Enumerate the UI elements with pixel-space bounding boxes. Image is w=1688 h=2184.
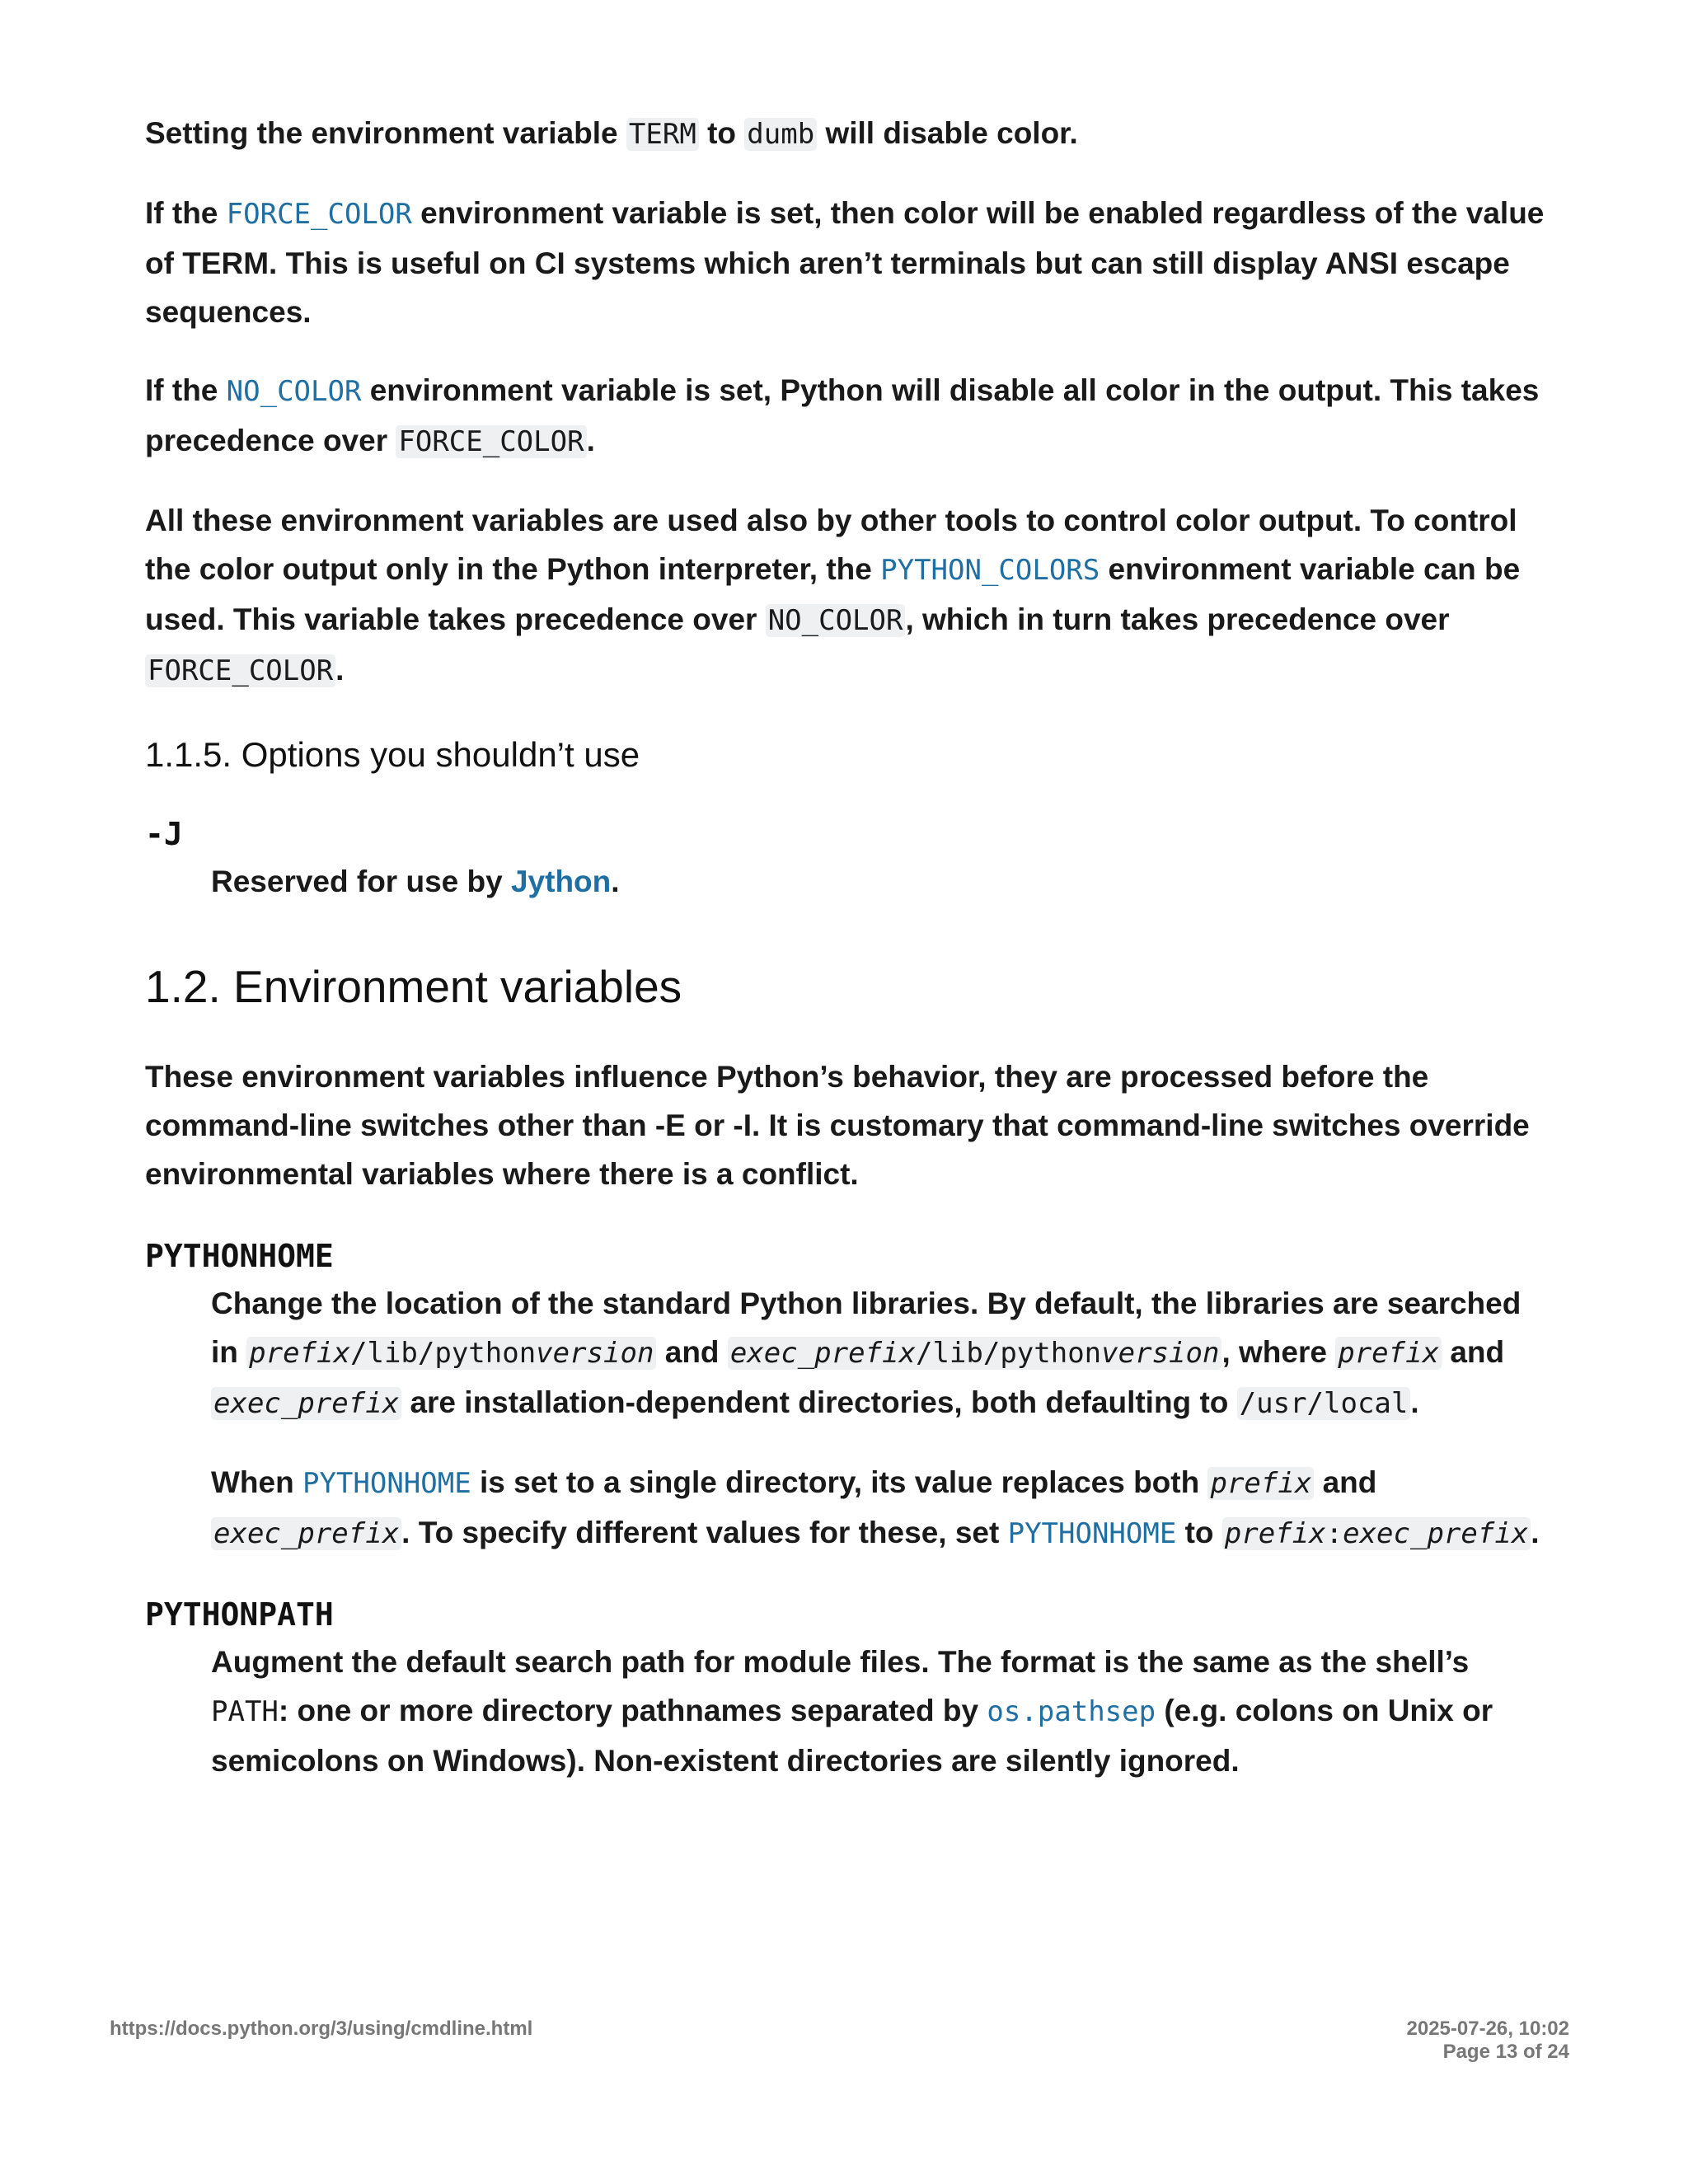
paragraph-term-dumb: Setting the environment variable TERM to dumb will disable color. (145, 116, 1078, 151)
paragraph-force-color: If the FORCE_COLOR environment variable is set, then color will be enabled regardless of the value of TERM. This is useful on CI systems which aren’t terminals but can still display ANSI escape sequences. (145, 196, 1545, 329)
link-os-pathsep[interactable]: os.pathsep (987, 1695, 1156, 1728)
code-dumb: dumb (744, 118, 817, 151)
link-python-colors[interactable]: PYTHON_COLORS (880, 554, 1100, 587)
page-content (145, 109, 1546, 1785)
section-heading-options-shouldnt-use: 1.1.5. Options you shouldn’t use (145, 735, 640, 774)
footer-meta (1407, 2018, 1569, 2064)
code-term: TERM (626, 118, 699, 151)
footer-page-number: Page 13 of 24 (1442, 2041, 1569, 2063)
env-term-pythonpath: PYTHONPATH (145, 1596, 334, 1633)
code-path: PATH (211, 1695, 279, 1728)
section-heading-environment-variables: 1.2. Environment variables (145, 961, 682, 1012)
code-prefix-2: prefix (1207, 1467, 1314, 1500)
code-prefix-lib-path: prefix/lib/pythonversion (246, 1337, 656, 1370)
code-force-color: FORCE_COLOR (396, 425, 586, 458)
footer-url: https://docs.python.org/3/using/cmdline.html (110, 2018, 533, 2040)
code-force-color-2: FORCE_COLOR (145, 654, 335, 687)
code-exec-prefix: exec_prefix (211, 1387, 401, 1420)
paragraph-env-intro: These environment variables influence Python’s behavior, they are processed before the command-line switches other than -E or -I. It is customary that command-line switches override environmental variables where there is a conflict. (145, 1060, 1530, 1191)
paragraph-no-color: If the NO_COLOR environment variable is set, Python will disable all color in the output. This takes precedence over FORCE_COLOR. (145, 373, 1540, 458)
code-exec-prefix-2: exec_prefix (211, 1517, 401, 1550)
option-term-j: -J (145, 816, 183, 852)
option-description-j: Reserved for use by Jython. (211, 865, 620, 898)
link-pythonhome[interactable]: PYTHONHOME (302, 1467, 471, 1500)
code-prefix: prefix (1335, 1337, 1442, 1370)
code-prefix-exec-prefix: prefix:exec_prefix (1222, 1517, 1531, 1550)
link-jython[interactable]: Jython (510, 865, 612, 898)
paragraph-python-colors: All these environment variables are used also by other tools to control color output. To control the color output only in the Python interpreter, the PYTHON_COLORS environment variable can be used. This variable takes precedence over NO_COLOR, which in turn takes precedence over FORCE_COLOR. (145, 504, 1521, 687)
pythonhome-description-1: Change the location of the standard Python libraries. By default, the libraries are searched in prefix/lib/pythonversion and exec_prefix/lib/pythonversion, where prefix and exec_prefix are installation-dependent directories, both defaulting to /usr/local. (211, 1286, 1522, 1420)
link-force-color[interactable]: FORCE_COLOR (226, 198, 412, 231)
footer-datetime: 2025-07-26, 10:02 (1406, 2018, 1569, 2040)
link-no-color[interactable]: NO_COLOR (226, 375, 362, 408)
code-no-color: NO_COLOR (766, 604, 906, 637)
pythonhome-description-2: When PYTHONHOME is set to a single directory, its value replaces both prefix and exec_prefix. To specify different values for these, set PYTHONHOME to prefix:exec_prefix. (211, 1465, 1540, 1550)
code-exec-prefix-lib-path: exec_prefix/lib/pythonversion (728, 1337, 1222, 1370)
code-usr-local: /usr/local (1237, 1387, 1411, 1420)
link-pythonhome-2[interactable]: PYTHONHOME (1007, 1517, 1177, 1550)
env-term-pythonhome: PYTHONHOME (145, 1238, 334, 1274)
pythonpath-description: Augment the default search path for module files. The format is the same as the shell’s PATH: one or more directory pathnames separated by os.pathsep (e.g. colons on Unix or semicolons on Windows). Non-existent directories are silently ignored. (211, 1645, 1493, 1778)
